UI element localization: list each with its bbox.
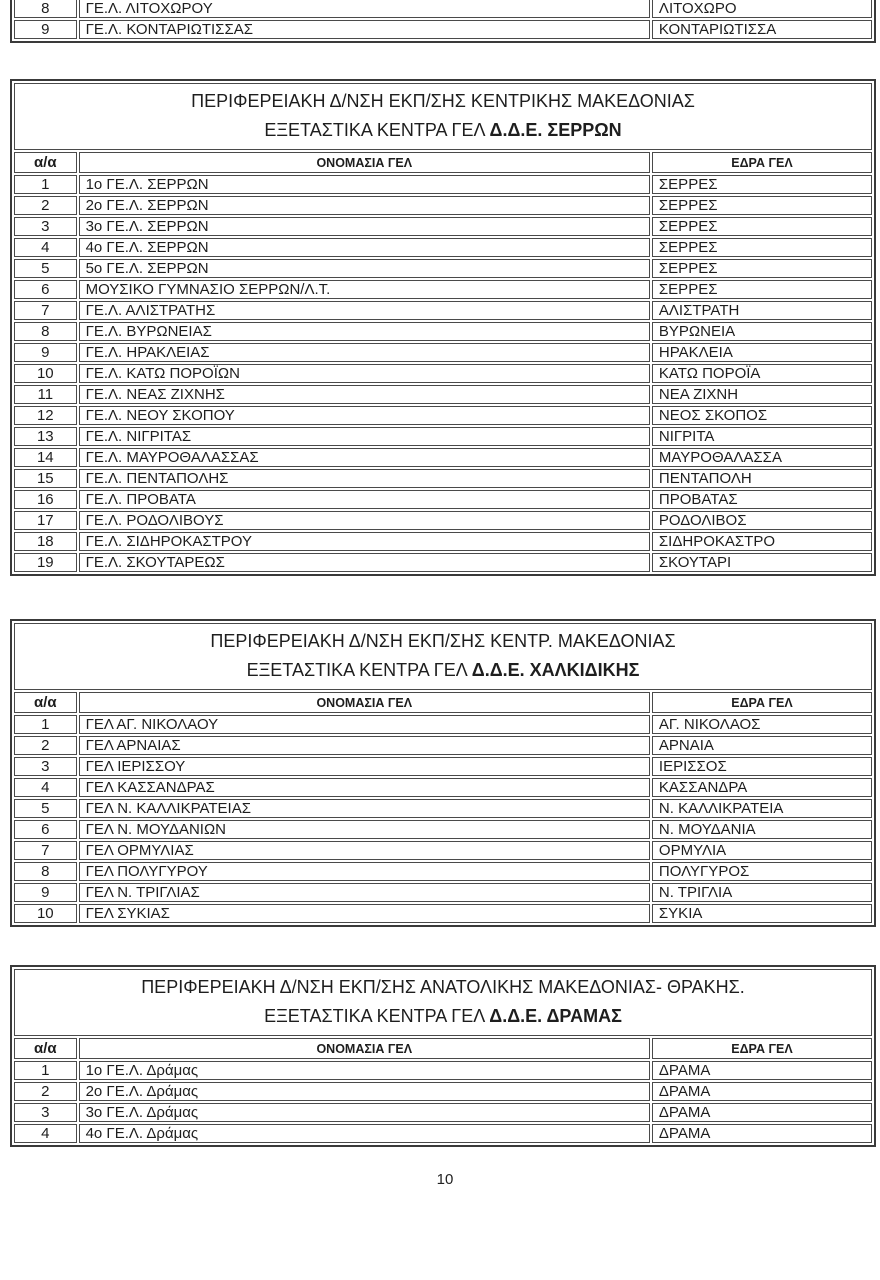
seat-cell: ΝΙΓΡΙΤΑ: [652, 427, 872, 446]
school-name-cell: 5ο ΓΕ.Λ. ΣΕΡΡΩΝ: [79, 259, 650, 278]
table-row: [14, 883, 872, 902]
school-name-cell: ΓΕΛ Ν. ΚΑΛΛΙΚΡΑΤΕΙΑΣ: [79, 799, 650, 818]
seat-cell: ΝΕΟΣ ΣΚΟΠΟΣ: [652, 406, 872, 425]
row-number-cell: 8: [14, 0, 77, 18]
row-number-cell: 14: [14, 448, 77, 467]
table-row: [14, 196, 872, 215]
row-number-cell: 2: [14, 1082, 77, 1101]
school-name-cell: ΓΕΛ ΣΥΚΙΑΣ: [79, 904, 650, 923]
table-row: [14, 490, 872, 509]
table-row: [14, 364, 872, 383]
table-row: [14, 385, 872, 404]
row-number-cell: 1: [14, 175, 77, 194]
school-name-cell: ΓΕ.Λ. ΚΟΝΤΑΡΙΩΤΙΣΣΑΣ: [79, 20, 650, 39]
school-name-cell: ΓΕ.Λ. ΗΡΑΚΛΕΙΑΣ: [79, 343, 650, 362]
school-name-cell: ΜΟΥΣΙΚΟ ΓΥΜΝΑΣΙΟ ΣΕΡΡΩΝ/Λ.Τ.: [79, 280, 650, 299]
row-number-cell: 4: [14, 1124, 77, 1143]
table-row: [14, 1082, 872, 1101]
table-row: [14, 406, 872, 425]
exam-centers-table-chalkidiki: [10, 619, 876, 927]
school-name-cell: ΓΕΛ ΠΟΛΥΓΥΡΟΥ: [79, 862, 650, 881]
school-name-cell: ΓΕ.Λ. ΒΥΡΩΝΕΙΑΣ: [79, 322, 650, 341]
spacer: [10, 927, 880, 965]
school-name-cell: ΓΕΛ ΟΡΜΥΛΙΑΣ: [79, 841, 650, 860]
row-number-cell: 8: [14, 322, 77, 341]
row-number-cell: 11: [14, 385, 77, 404]
seat-cell: ΑΓ. ΝΙΚΟΛΑΟΣ: [652, 715, 872, 734]
school-name-cell: ΓΕΛ Ν. ΜΟΥΔΑΝΙΩΝ: [79, 820, 650, 839]
table-row: [14, 799, 872, 818]
row-number-cell: 1: [14, 1061, 77, 1080]
seat-cell: Ν. ΚΑΛΛΙΚΡΑΤΕΙΑ: [652, 799, 872, 818]
school-name-cell: ΓΕ.Λ. ΝΕΑΣ ΖΙΧΝΗΣ: [79, 385, 650, 404]
row-number-cell: 18: [14, 532, 77, 551]
seat-cell: ΔΡΑΜΑ: [652, 1124, 872, 1143]
table-title: [14, 969, 872, 1036]
table-row: [14, 20, 872, 39]
seat-cell: ΠΟΛΥΓΥΡΟΣ: [652, 862, 872, 881]
dde-name: Δ.Δ.Ε. ΧΑΛΚΙΔΙΚΗΣ: [471, 660, 640, 680]
seat-cell: ΔΡΑΜΑ: [652, 1082, 872, 1101]
school-name-cell: 1ο ΓΕ.Λ. Δράμας: [79, 1061, 650, 1080]
table-row: [14, 427, 872, 446]
column-header-seat: ΕΔΡΑ ΓΕΛ: [652, 1038, 872, 1059]
column-header-school-name: ΟΝΟΜΑΣΙΑ ΓΕΛ: [79, 692, 650, 713]
table-row: [14, 1061, 872, 1080]
seat-cell: ΣΕΡΡΕΣ: [652, 196, 872, 215]
column-header-row: [14, 692, 872, 713]
table-row: [14, 820, 872, 839]
row-number-cell: 3: [14, 217, 77, 236]
seat-cell: ΣΕΡΡΕΣ: [652, 217, 872, 236]
school-name-cell: ΓΕ.Λ. ΣΙΔΗΡΟΚΑΣΤΡΟΥ: [79, 532, 650, 551]
row-number-cell: 7: [14, 841, 77, 860]
row-number-cell: 13: [14, 427, 77, 446]
row-number-cell: 10: [14, 364, 77, 383]
seat-cell: ΔΡΑΜΑ: [652, 1061, 872, 1080]
table-row: [14, 1103, 872, 1122]
school-name-cell: ΓΕ.Λ. ΑΛΙΣΤΡΑΤΗΣ: [79, 301, 650, 320]
row-number-cell: 12: [14, 406, 77, 425]
table-row: [14, 778, 872, 797]
table-row: [14, 343, 872, 362]
school-name-cell: ΓΕΛ ΑΓ. ΝΙΚΟΛΑΟΥ: [79, 715, 650, 734]
school-name-cell: 2ο ΓΕ.Λ. Δράμας: [79, 1082, 650, 1101]
school-name-cell: ΓΕΛ ΙΕΡΙΣΣΟΥ: [79, 757, 650, 776]
school-name-cell: 4ο ΓΕ.Λ. ΣΕΡΡΩΝ: [79, 238, 650, 257]
school-name-cell: 4ο ΓΕ.Λ. Δράμας: [79, 1124, 650, 1143]
column-header-school-name: ΟΝΟΜΑΣΙΑ ΓΕΛ: [79, 152, 650, 173]
row-number-cell: 10: [14, 904, 77, 923]
row-number-cell: 5: [14, 799, 77, 818]
column-header-seat: ΕΔΡΑ ΓΕΛ: [652, 152, 872, 173]
row-number-cell: 17: [14, 511, 77, 530]
table-row: [14, 904, 872, 923]
row-number-cell: 19: [14, 553, 77, 572]
seat-cell: ΒΥΡΩΝΕΙΑ: [652, 322, 872, 341]
row-number-cell: 3: [14, 1103, 77, 1122]
table-row: [14, 841, 872, 860]
seat-cell: ΣΕΡΡΕΣ: [652, 238, 872, 257]
table-row: [14, 238, 872, 257]
dde-name: Δ.Δ.Ε. ΣΕΡΡΩΝ: [489, 120, 622, 140]
school-name-cell: ΓΕ.Λ. ΝΕΟΥ ΣΚΟΠΟΥ: [79, 406, 650, 425]
seat-cell: ΣΕΡΡΕΣ: [652, 259, 872, 278]
seat-cell: Ν. ΜΟΥΔΑΝΙΑ: [652, 820, 872, 839]
table-row: [14, 0, 872, 18]
school-name-cell: ΓΕ.Λ. ΚΑΤΩ ΠΟΡΟΪΩΝ: [79, 364, 650, 383]
school-name-cell: 2ο ΓΕ.Λ. ΣΕΡΡΩΝ: [79, 196, 650, 215]
spacer: [10, 576, 880, 619]
table-row: [14, 1124, 872, 1143]
row-number-cell: 6: [14, 820, 77, 839]
table-row: [14, 259, 872, 278]
seat-cell: ΟΡΜΥΛΙΑ: [652, 841, 872, 860]
table-row: [14, 715, 872, 734]
seat-cell: ΣΕΡΡΕΣ: [652, 175, 872, 194]
seat-cell: Ν. ΤΡΙΓΛΙΑ: [652, 883, 872, 902]
seat-cell: ΑΡΝΑΙΑ: [652, 736, 872, 755]
school-name-cell: ΓΕ.Λ. ΜΑΥΡΟΘΑΛΑΣΣΑΣ: [79, 448, 650, 467]
seat-cell: ΗΡΑΚΛΕΙΑ: [652, 343, 872, 362]
school-name-cell: 1ο ΓΕ.Λ. ΣΕΡΡΩΝ: [79, 175, 650, 194]
school-name-cell: ΓΕΛ ΑΡΝΑΙΑΣ: [79, 736, 650, 755]
school-name-cell: ΓΕ.Λ. ΝΙΓΡΙΤΑΣ: [79, 427, 650, 446]
table-title-line2: ΕΞΕΤΑΣΤΙΚΑ ΚΕΝΤΡΑ ΓΕΛ Δ.Δ.Ε. ΣΕΡΡΩΝ: [264, 120, 622, 140]
table-row: [14, 757, 872, 776]
table-row: [14, 736, 872, 755]
column-header-row: [14, 1038, 872, 1059]
school-name-cell: ΓΕ.Λ. ΣΚΟΥΤΑΡΕΩΣ: [79, 553, 650, 572]
seat-cell: ΝΕΑ ΖΙΧΝΗ: [652, 385, 872, 404]
seat-cell: ΡΟΔΟΛΙΒΟΣ: [652, 511, 872, 530]
table-row: [14, 280, 872, 299]
table-row: [14, 862, 872, 881]
page-number: 10: [436, 1171, 454, 1188]
school-name-cell: 3ο ΓΕ.Λ. ΣΕΡΡΩΝ: [79, 217, 650, 236]
table-row: [14, 217, 872, 236]
school-name-cell: ΓΕΛ Ν. ΤΡΙΓΛΙΑΣ: [79, 883, 650, 902]
column-header-school-name: ΟΝΟΜΑΣΙΑ ΓΕΛ: [79, 1038, 650, 1059]
seat-cell: ΣΕΡΡΕΣ: [652, 280, 872, 299]
table-row: [14, 469, 872, 488]
dde-name: Δ.Δ.Ε. ΔΡΑΜΑΣ: [489, 1006, 622, 1026]
table-row: [14, 511, 872, 530]
column-header-index: α/α: [14, 692, 77, 713]
table-row: [14, 532, 872, 551]
table-row: [14, 448, 872, 467]
row-number-cell: 9: [14, 20, 77, 39]
row-number-cell: 5: [14, 259, 77, 278]
row-number-cell: 9: [14, 883, 77, 902]
table-title: [14, 623, 872, 690]
table-row: [14, 175, 872, 194]
exam-centers-table-continuation: [10, 0, 876, 43]
seat-cell: ΚΑΣΣΑΝΔΡΑ: [652, 778, 872, 797]
seat-cell: ΚΟΝΤΑΡΙΩΤΙΣΣΑ: [652, 20, 872, 39]
column-header-index: α/α: [14, 152, 77, 173]
table-title-line1: ΠΕΡΙΦΕΡΕΙΑΚΗ Δ/ΝΣΗ ΕΚΠ/ΣΗΣ ΚΕΝΤΡΙΚΗΣ ΜΑΚΕΔΟΝΙΑΣ: [191, 91, 695, 111]
school-name-cell: ΓΕ.Λ. ΠΡΟΒΑΤΑ: [79, 490, 650, 509]
seat-cell: ΑΛΙΣΤΡΑΤΗ: [652, 301, 872, 320]
school-name-cell: ΓΕ.Λ. ΛΙΤΟΧΩΡΟΥ: [79, 0, 650, 18]
row-number-cell: 4: [14, 238, 77, 257]
school-name-cell: ΓΕ.Λ. ΠΕΝΤΑΠΟΛΗΣ: [79, 469, 650, 488]
table-row: [14, 301, 872, 320]
row-number-cell: 7: [14, 301, 77, 320]
school-name-cell: ΓΕ.Λ. ΡΟΔΟΛΙΒΟΥΣ: [79, 511, 650, 530]
seat-cell: ΜΑΥΡΟΘΑΛΑΣΣΑ: [652, 448, 872, 467]
row-number-cell: 2: [14, 196, 77, 215]
row-number-cell: 3: [14, 757, 77, 776]
table-title-line1: ΠΕΡΙΦΕΡΕΙΑΚΗ Δ/ΝΣΗ ΕΚΠ/ΣΗΣ ΑΝΑΤΟΛΙΚΗΣ ΜΑΚΕΔΟΝΙΑΣ- ΘΡΑΚΗΣ.: [141, 977, 745, 997]
seat-cell: ΣΥΚΙΑ: [652, 904, 872, 923]
exam-centers-table-serres: [10, 79, 876, 576]
exam-centers-table-drama: [10, 965, 876, 1147]
row-number-cell: 1: [14, 715, 77, 734]
table-title-line2: ΕΞΕΤΑΣΤΙΚΑ ΚΕΝΤΡΑ ΓΕΛ Δ.Δ.Ε. ΧΑΛΚΙΔΙΚΗΣ: [246, 660, 640, 680]
column-header-seat: ΕΔΡΑ ΓΕΛ: [652, 692, 872, 713]
seat-cell: ΔΡΑΜΑ: [652, 1103, 872, 1122]
row-number-cell: 9: [14, 343, 77, 362]
table-row: [14, 322, 872, 341]
row-number-cell: 2: [14, 736, 77, 755]
seat-cell: ΠΡΟΒΑΤΑΣ: [652, 490, 872, 509]
table-title-line1: ΠΕΡΙΦΕΡΕΙΑΚΗ Δ/ΝΣΗ ΕΚΠ/ΣΗΣ ΚΕΝΤΡ. ΜΑΚΕΔΟΝΙΑΣ: [210, 631, 676, 651]
row-number-cell: 4: [14, 778, 77, 797]
seat-cell: ΠΕΝΤΑΠΟΛΗ: [652, 469, 872, 488]
column-header-row: [14, 152, 872, 173]
table-title: [14, 83, 872, 150]
spacer: [10, 43, 880, 79]
seat-cell: ΙΕΡΙΣΣΟΣ: [652, 757, 872, 776]
seat-cell: ΚΑΤΩ ΠΟΡΟΪΑ: [652, 364, 872, 383]
school-name-cell: ΓΕΛ ΚΑΣΣΑΝΔΡΑΣ: [79, 778, 650, 797]
school-name-cell: 3ο ΓΕ.Λ. Δράμας: [79, 1103, 650, 1122]
table-row: [14, 553, 872, 572]
table-title-line2: ΕΞΕΤΑΣΤΙΚΑ ΚΕΝΤΡΑ ΓΕΛ Δ.Δ.Ε. ΔΡΑΜΑΣ: [264, 1006, 622, 1026]
row-number-cell: 6: [14, 280, 77, 299]
seat-cell: ΣΚΟΥΤΑΡΙ: [652, 553, 872, 572]
seat-cell: ΛΙΤΟΧΩΡΟ: [652, 0, 872, 18]
row-number-cell: 8: [14, 862, 77, 881]
column-header-index: α/α: [14, 1038, 77, 1059]
seat-cell: ΣΙΔΗΡΟΚΑΣΤΡΟ: [652, 532, 872, 551]
row-number-cell: 15: [14, 469, 77, 488]
row-number-cell: 16: [14, 490, 77, 509]
